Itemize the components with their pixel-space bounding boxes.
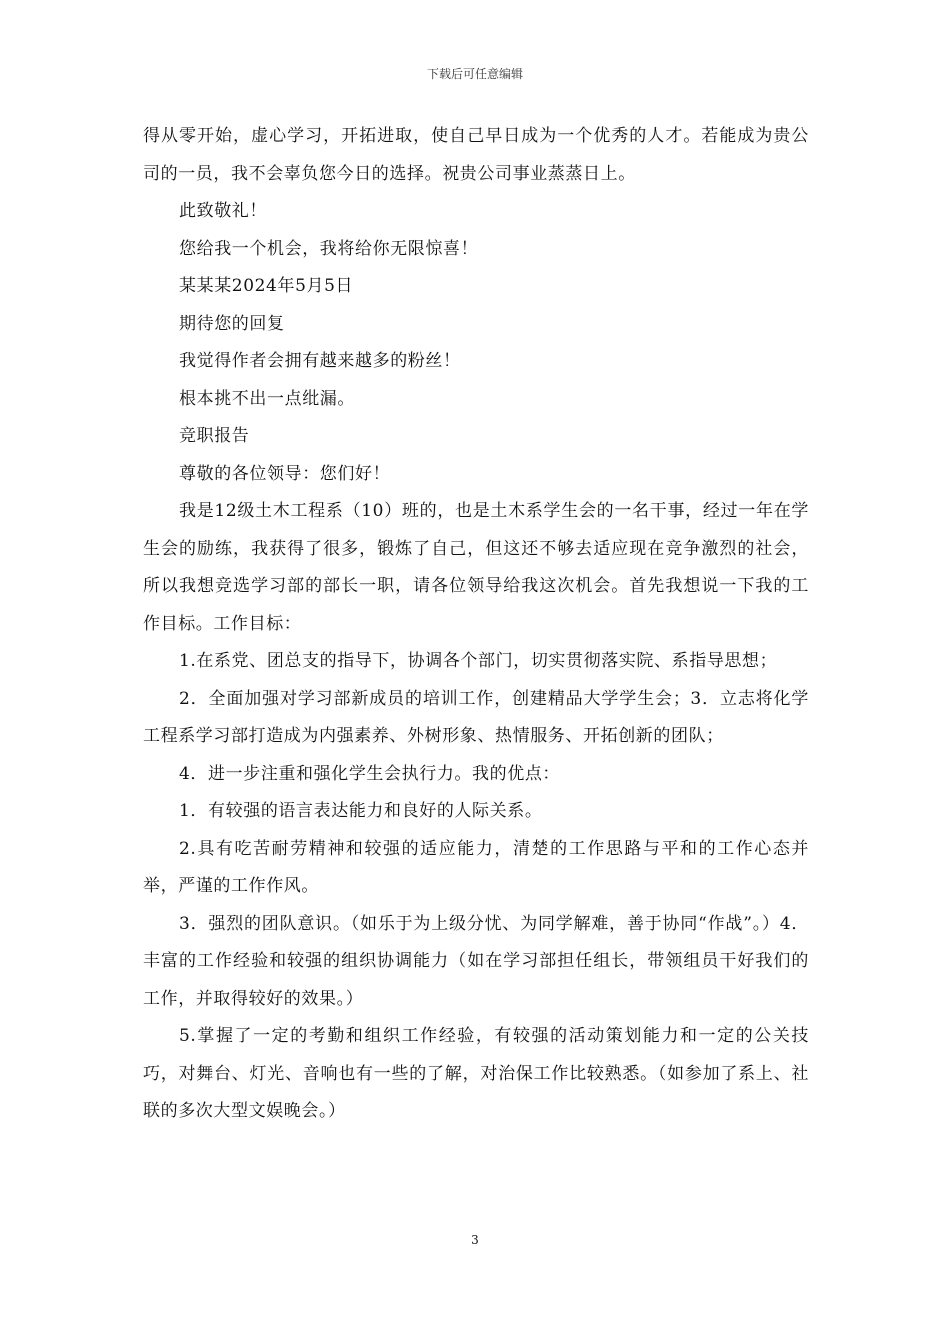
page-header: 下载后可任意编辑: [426, 67, 523, 81]
paragraph: 根本挑不出一点纰漏。: [179, 388, 355, 409]
list-item: 2.具有吃苦耐劳精神和较强的适应能力，清楚的工作思路与平和的工作心态并举，严谨的工作作风。: [143, 838, 809, 896]
list-item: 1．有较强的语言表达能力和良好的人际关系。: [179, 801, 543, 821]
paragraph: 我觉得作者会拥有越来越多的粉丝！: [179, 351, 461, 371]
list-item: 2．全面加强对学习部新成员的培训工作，创建精品大学学生会；3．立志将化学工程系学习部打造成为内强素养、外树形象、热情服务、开拓创新的团队；: [143, 688, 809, 746]
list-item: 1.在系党、团总支的指导下，协调各个部门，切实贯彻落实院、系指导思想；: [179, 651, 778, 671]
paragraph: 此致敬礼！: [179, 201, 267, 221]
paragraph: 某某某2024年5月5日: [179, 276, 354, 296]
salutation: 尊敬的各位领导：您们好！: [179, 463, 391, 484]
list-item: 3．强烈的团队意识。（如乐于为上级分忧、为同学解难，善于协同“作战”。）4．丰富的工作经验和较强的组织协调能力（如在学习部担任组长，带领组员干好我们的工作，并取得较好的效果。）: [143, 913, 809, 1009]
paragraph: 得从零开始，虚心学习，开拓进取，使自己早日成为一个优秀的人才。若能成为贵公司的一员，我不会辜负您今日的选择。祝贵公司事业蒸蒸日上。: [143, 126, 809, 184]
page-number: 3: [471, 1233, 479, 1247]
list-item: 4．进一步注重和强化学生会执行力。我的优点：: [179, 763, 561, 784]
list-item: 5.掌握了一定的考勤和组织工作经验，有较强的活动策划能力和一定的公关技巧，对舞台、灯光、音响也有一些的了解，对治保工作比较熟悉。（如参加了系上、社联的多次大型文娱晚会。）: [143, 1026, 809, 1121]
paragraph: 我是12级土木工程系（10）班的，也是土木系学生会的一名干事，经过一年在学生会的励练，我获得了很多，锻炼了自己，但这还不够去适应现在竞争激烈的社会，所以我想竞选学习部的部长一职，请各位领导给我这次机会。首先我想说一下我的工作目标。工作目标：: [143, 501, 809, 634]
section-title: 竞职报告: [179, 426, 250, 446]
paragraph: 期待您的回复: [179, 313, 285, 334]
document-body: [143, 118, 809, 1131]
paragraph: 您给我一个机会，我将给你无限惊喜！: [179, 238, 479, 259]
